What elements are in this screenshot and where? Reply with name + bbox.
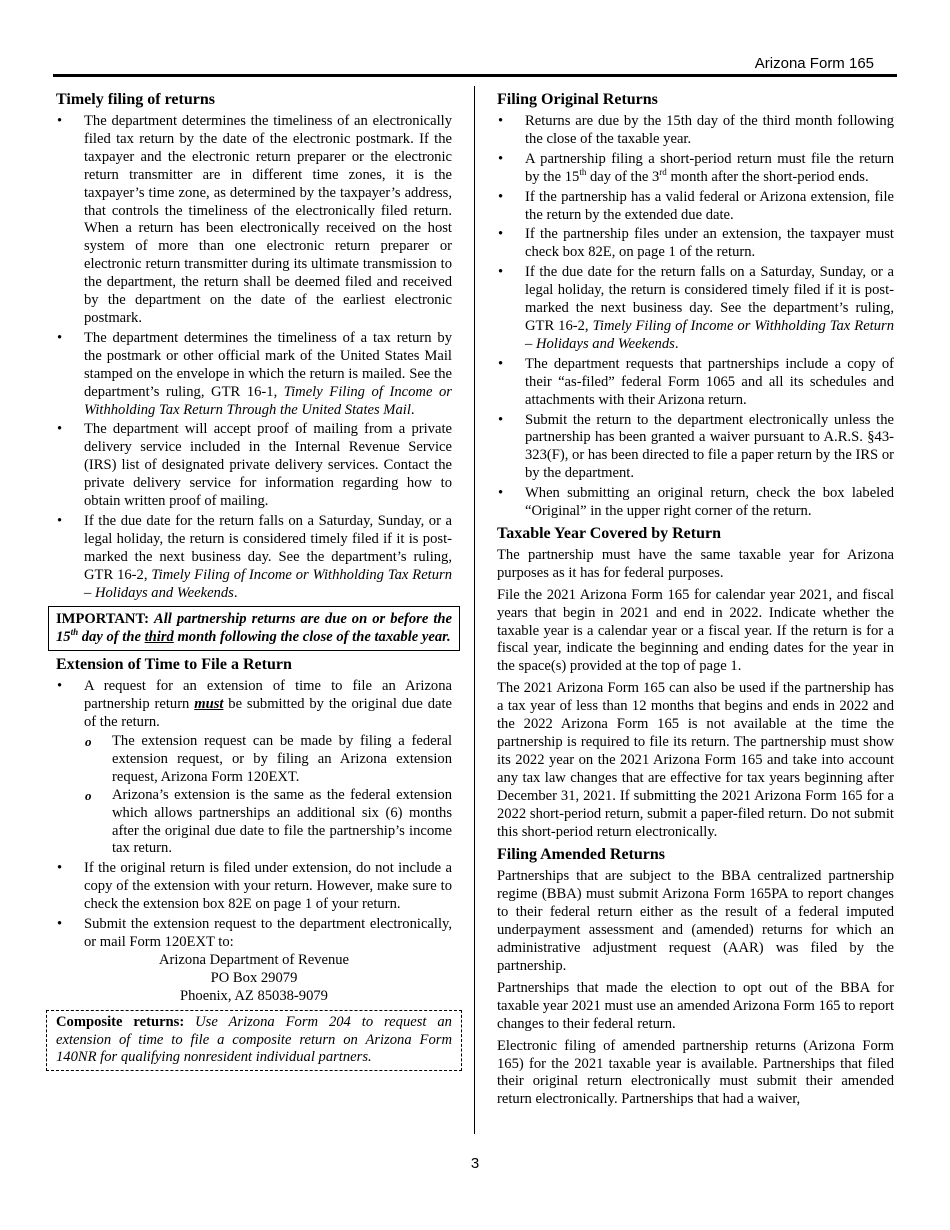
extension-heading: Extension of Time to File a Return	[56, 656, 292, 674]
extension-list	[56, 678, 452, 1005]
paragraph: The partnership must have the same taxable year for Arizona purposes as it has for federal purposes.	[497, 546, 894, 581]
list-item: • If the partnership has a valid federal or Arizona extension, file the return by the extended due date.	[497, 189, 894, 225]
original-returns-list	[497, 113, 894, 521]
list-item	[497, 151, 894, 187]
important-text-2: day of the	[78, 629, 145, 646]
important-notice-box	[48, 606, 460, 651]
list-item: • Submit the return to the department electronically unless the partnership has been granted a waiver pursuant to A.R.S. §43-323(F), or has been directed to file a paper return by the IRS or by the department.	[497, 412, 894, 484]
important-third: third	[144, 629, 174, 646]
important-text-1: All partnership returns are due on or before the 15	[56, 611, 452, 646]
list-item-end: .	[233, 584, 238, 601]
address-line: PO Box 29079	[210, 969, 298, 986]
ruling-title: Timely Filing of Income or Withholding Tax Return – Holidays and Weekends	[84, 566, 452, 601]
header-rule	[53, 74, 897, 77]
list-item-text: The department determines the timeliness of a tax return by the postmark or other official mark of the United States Mail stamped on the envelope in which the return is mailed. See the department’s ruling, GTR 16-1,	[84, 329, 452, 400]
sublist-item: o Arizona’s extension is the same as the federal extension which allows partnerships an additional six (6) months after the original due date to file the partnership’s income tax return.	[84, 787, 452, 859]
list-item	[56, 916, 452, 1006]
taxable-year-heading: Taxable Year Covered by Return	[497, 524, 721, 542]
left-column	[56, 90, 452, 1071]
list-item	[56, 330, 452, 420]
composite-text: Use Arizona Form 204 to request an extension of time to file a composite return on Arizona Form 140NR for qualifying nonresident individual partners.	[56, 1013, 452, 1066]
list-item: • If the partnership files under an extension, the taxpayer must check box 82E, on page 1 of the return.	[497, 226, 894, 262]
important-text-3: month following the close of the taxable year.	[173, 629, 451, 646]
paragraph: Partnerships that made the election to opt out of the BBA for taxable year 2021 must use an amended Arizona Form 165 to report changes to their federal return.	[497, 979, 894, 1032]
composite-returns-box	[46, 1010, 462, 1072]
sublist-item: o The extension request can be made by filing a federal extension request, or by filing an Arizona extension request, Arizona Form 120EXT.	[84, 733, 452, 787]
paragraph: Partnerships that are subject to the BBA centralized partnership regime (BBA) must submit Arizona Form 165PA to report changes to their federal return either as the result of a federal imputed underpayment assessment and (amended) returns for which an administrative adjustment request (AAR) was filed by the partnership.	[497, 868, 894, 974]
list-item	[497, 264, 894, 354]
list-item	[56, 513, 452, 603]
extension-sublist	[84, 733, 452, 858]
form-name-header: Arizona Form 165	[754, 55, 874, 72]
composite-label: Composite returns:	[56, 1013, 185, 1030]
paragraph: The 2021 Arizona Form 165 can also be used if the partnership has a tax year of less than 12 months that begins and ends in 2022 and the 2022 Arizona Form 165 is not available at the time the partnership is required to file its return. The partnership must show its 2022 year on the 2021 Arizona Form 165 and take into account any tax law changes that are effective for tax years beginning after December 31, 2021. If submitting the 2021 Arizona Form 165 for a 2022 short-period return, submit a paper-filed return. Do not submit this short-period return electronically.	[497, 680, 894, 840]
list-item: • If the original return is filed under extension, do not include a copy of the extension with your return. However, make sure to check the extension box 82E on page 1 of your return.	[56, 860, 452, 914]
timely-filing-heading: Timely filing of returns	[56, 91, 215, 108]
list-item-text: day of the 3	[586, 168, 660, 185]
list-item-text: If the due date for the return falls on a Saturday, Sunday, or a legal holiday, the return is considered timely filed if it is post-marked the next business day. See the department’s ruling, GTR 16-2,	[84, 512, 452, 583]
paragraph: File the 2021 Arizona Form 165 for calendar year 2021, and fiscal years that begin in 2021 and end in 2022. Indicate whether the taxable year is a calendar year or a fiscal year. If the return is for a fiscal year, indicate the beginning and ending dates for the year in the space(s) provided at the top of page 1.	[497, 586, 894, 675]
list-item: • Returns are due by the 15th day of the third month following the close of the taxable year.	[497, 113, 894, 149]
paragraph: Electronic filing of amended partnership returns (Arizona Form 165) for the 2021 taxable year is available. Partnerships that filed their original return electronically must submit their amended return electronically. Partnerships that had a waiver,	[497, 1037, 894, 1108]
list-item-end: .	[410, 401, 415, 418]
important-sup: th	[70, 627, 79, 638]
superscript: th	[579, 166, 587, 177]
list-item-end: .	[674, 335, 679, 352]
list-item: • The department requests that partnerships include a copy of their “as-filed” federal Form 1065 and all its schedules and attachments with their Arizona return.	[497, 356, 894, 410]
list-item-text: month after the short-period ends.	[666, 168, 869, 185]
timely-filing-list	[56, 113, 452, 602]
address-line: Arizona Department of Revenue	[158, 951, 350, 968]
right-column	[497, 90, 894, 1113]
amended-returns-heading: Filing Amended Returns	[497, 846, 666, 864]
original-returns-heading: Filing Original Returns	[497, 91, 658, 108]
superscript: rd	[659, 166, 667, 177]
important-label: IMPORTANT:	[56, 611, 149, 628]
list-item-text: be submitted by the original due date of the return.	[84, 696, 453, 731]
list-item-text: If the due date for the return falls on a Saturday, Sunday, or a legal holiday, the return is considered timely filed if it is post-marked the next business day. See the department’s ruling, GTR 16-2,	[525, 264, 894, 334]
mailing-address	[56, 952, 452, 1006]
list-item-text: Submit the extension request to the department electronically, or mail Form 120EXT to:	[84, 916, 452, 950]
list-item-text: A request for an extension of time to file an Arizona partnership return	[84, 678, 452, 713]
must-emphasis: must	[194, 696, 224, 713]
list-item: • The department determines the timeliness of an electronically filed tax return by the date of the electronic postmark. If the taxpayer and the electronic return preparer or the electronic return transmitter are in different time zones, it is the taxpayer’s time zone, as determined by the taxpayer’s address, that controls the timeliness of the electronically filed return. When a return has been electronically received on the host system of more than one electronic return preparer or electronic return transmitter during its ultimate transmission to the department, the return shall be deemed filed and received by the department on the date of the earliest electronic postmark.	[56, 113, 452, 328]
list-item: • When submitting an original return, check the box labeled “Original” in the upper right corner of the return.	[497, 485, 894, 521]
list-item: • The department will accept proof of mailing from a private delivery service included in the Internal Revenue Service (IRS) list of designated private delivery services. Contact the private delivery service for information regarding how to obtain written proof of mailing.	[56, 421, 452, 511]
page-number: 3	[470, 1155, 480, 1172]
ruling-title: Timely Filing of Income or Withholding Tax Return Through the United States Mail	[84, 383, 452, 418]
list-item	[56, 678, 452, 858]
ruling-title: Timely Filing of Income or Withholding Tax Return – Holidays and Weekends	[525, 317, 894, 352]
column-divider	[474, 86, 475, 1134]
list-item-text: A partnership filing a short-period return must file the return by the 15	[525, 150, 894, 185]
address-line: Phoenix, AZ 85038-9079	[180, 987, 328, 1004]
